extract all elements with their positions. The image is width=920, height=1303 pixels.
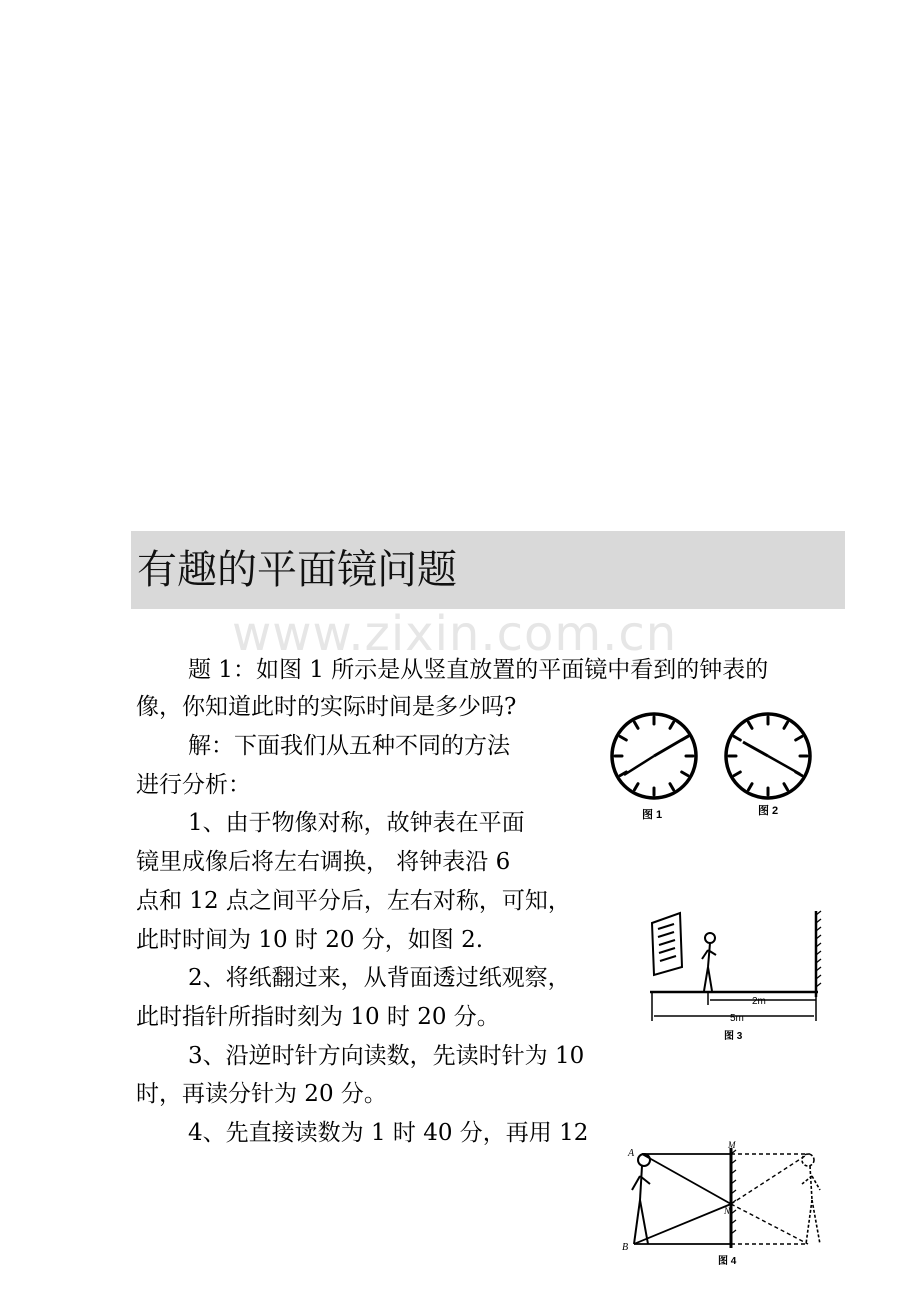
text-line-2: 像，你知道此时的实际时间是多少吗? bbox=[136, 694, 517, 720]
text-line-7: 点和 12 点之间平分后，左右对称，可知， bbox=[136, 888, 571, 914]
person-image bbox=[802, 1154, 820, 1244]
fig4-point-m: M bbox=[728, 1140, 736, 1150]
person-figure bbox=[702, 933, 716, 991]
mirror-vertical bbox=[731, 1148, 736, 1248]
text-line-11: 3、沿逆时针方向读数，先读时针为 10 bbox=[188, 1043, 585, 1069]
mirror-wall bbox=[816, 911, 821, 997]
fig3-label: 图 3 bbox=[724, 1031, 743, 1042]
fig4-point-n: N bbox=[724, 1206, 731, 1216]
fig3-dim-5m: 5m bbox=[730, 1013, 744, 1024]
text-line-1: 题 1：如图 1 所示是从竖直放置的平面镜中看到的钟表的 bbox=[188, 657, 769, 683]
text-line-9: 2、将纸翻过来，从背面透过纸观察， bbox=[188, 965, 571, 991]
clock-figure-2 bbox=[726, 714, 810, 798]
figure-clocks bbox=[606, 708, 824, 826]
clock-figure-1 bbox=[612, 714, 696, 798]
page-title: 有趣的平面镜问题 bbox=[137, 547, 457, 593]
text-line-5: 1、由于物像对称，故钟表在平面 bbox=[188, 810, 525, 836]
text-line-12: 时，再读分针为 20 分。 bbox=[136, 1081, 387, 1107]
fig1-label: 图 1 bbox=[642, 809, 663, 821]
fig3-dim-2m: 2m bbox=[752, 996, 766, 1007]
text-line-4: 进行分析： bbox=[136, 772, 251, 798]
figure-eye-chart bbox=[640, 905, 825, 1045]
fig4-point-b: B bbox=[622, 1242, 629, 1253]
text-line-10: 此时指针所指时刻为 10 时 20 分。 bbox=[136, 1004, 500, 1030]
fig4-point-a: A bbox=[628, 1148, 635, 1159]
person-real bbox=[632, 1154, 650, 1244]
light-rays bbox=[634, 1154, 731, 1244]
eye-chart bbox=[652, 913, 682, 975]
text-line-8: 此时时间为 10 时 20 分，如图 2. bbox=[136, 927, 484, 953]
text-line-3: 解：下面我们从五种不同的方法 bbox=[188, 733, 510, 759]
text-line-6: 镜里成像后将左右调换， 将钟表沿 6 bbox=[136, 849, 511, 875]
fig2-label: 图 2 bbox=[758, 805, 779, 817]
watermark: www.zixin.com.cn bbox=[232, 606, 678, 662]
figure-mirror-reflection bbox=[618, 1140, 828, 1272]
title-bar bbox=[131, 531, 845, 609]
text-line-13: 4、先直接读数为 1 时 40 分，再用 12 bbox=[188, 1120, 589, 1146]
fig4-label: 图 4 bbox=[718, 1256, 737, 1267]
